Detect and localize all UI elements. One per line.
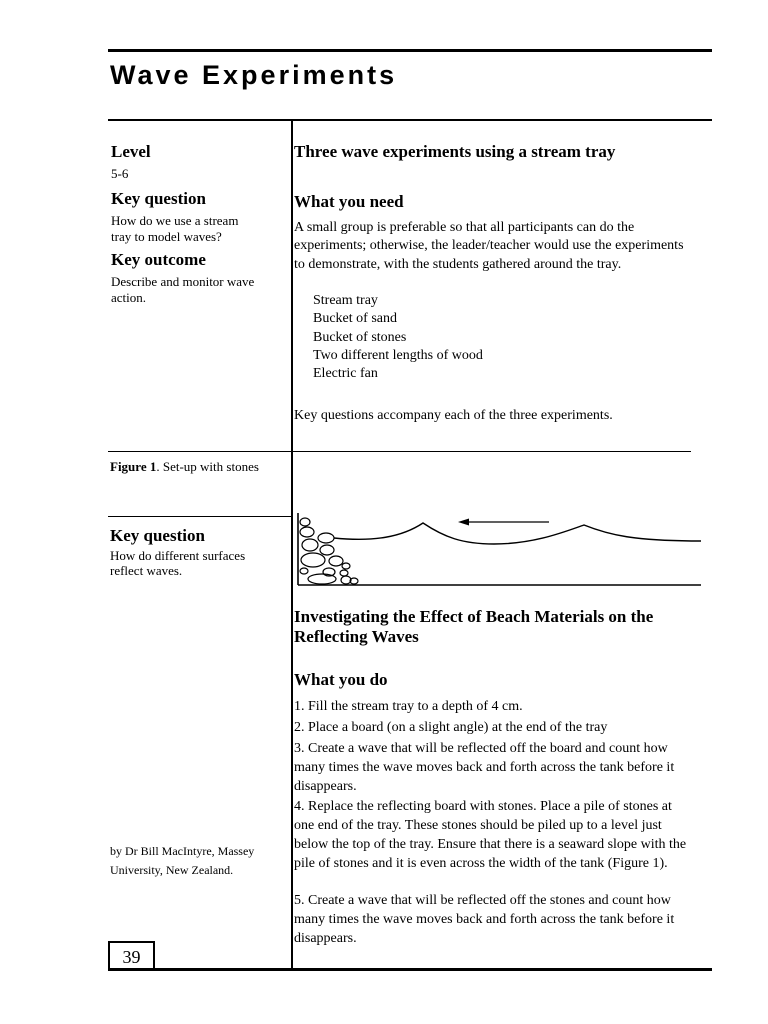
do-heading: What you do	[294, 670, 388, 689]
author-line-1: by Dr Bill MacIntyre, Massey	[110, 844, 255, 858]
key-outcome-heading: Key outcome	[111, 250, 206, 269]
stone	[302, 539, 318, 551]
needs-list	[294, 292, 694, 383]
step-2: 2. Place a board (on a slight angle) at the end of the tray	[294, 720, 608, 735]
key-outcome-text: Describe and monitor wave action.	[111, 274, 255, 305]
figure-1-diagram	[294, 505, 706, 590]
stone	[318, 533, 334, 543]
figure-caption	[110, 458, 260, 475]
key-question-text: How do we use a stream tray to model waves?	[111, 213, 239, 244]
author-line-2: University, New Zealand.	[110, 863, 234, 877]
stone	[340, 570, 348, 576]
step-4: 4. Replace the reflecting board with stones. Place a pile of stones at one end of the tray. These stones should be piled up to a level just below the top of the tray. Ensure that there is a seaward slope with the pile of stones and it is even across the width of the tank (Figure 1).	[294, 799, 687, 871]
stone	[341, 576, 351, 584]
list-item: Bucket of stones	[313, 329, 407, 345]
stone-pile	[300, 518, 358, 584]
figure-caption-text: . Set-up with stones	[156, 459, 259, 474]
key-question2-text: How do different surfaces reflect waves.	[110, 548, 246, 578]
need-paragraph: A small group is preferable so that all participants can do the experiments; otherwise, the leader/teacher would use the experiments to demonstrate, with the students gathered around the tray.	[294, 220, 684, 272]
stone	[329, 556, 343, 566]
bottom-rule	[108, 968, 712, 971]
stone	[300, 527, 314, 537]
list-item: Bucket of sand	[313, 311, 397, 327]
left-divider-1	[108, 451, 291, 452]
need-heading: What you need	[294, 192, 404, 211]
level-heading: Level	[111, 142, 151, 161]
intro-heading: Three wave experiments using a stream tray	[294, 142, 616, 161]
title-bottom-rule	[108, 119, 712, 121]
key-question-heading: Key question	[111, 189, 206, 208]
level-value: 5-6	[111, 166, 129, 181]
key-questions-note: Key questions accompany each of the three experiments.	[294, 408, 613, 423]
key-question2-heading: Key question	[110, 526, 205, 545]
left-divider-2	[108, 516, 291, 517]
right-divider-1	[293, 451, 691, 452]
page-title: Wave Experiments	[110, 60, 398, 90]
step-1: 1. Fill the stream tray to a depth of 4 cm.	[294, 699, 523, 714]
column-divider	[291, 121, 293, 971]
list-item: Electric fan	[313, 366, 378, 382]
stone	[320, 545, 334, 555]
water-surface-wave	[334, 523, 701, 544]
figure-label: Figure 1	[110, 459, 157, 474]
investigation-heading: Investigating the Effect of Beach Materials on the Reflecting Waves	[294, 607, 654, 646]
stone	[342, 563, 350, 569]
step-5: 5. Create a wave that will be reflected off the stones and count how many times the wave moves back and forth across the tank before it disappears.	[294, 893, 675, 946]
list-item: Two different lengths of wood	[313, 347, 483, 363]
top-rule	[108, 49, 712, 52]
stone	[301, 553, 325, 567]
stone	[300, 568, 308, 574]
page-number-box	[108, 941, 155, 969]
stone	[300, 518, 310, 526]
list-item: Stream tray	[313, 293, 378, 308]
arrow-head	[458, 519, 469, 526]
page-number: 39	[122, 947, 141, 967]
step-3: 3. Create a wave that will be reflected off the board and count how many times the wave moves back and forth across the tank before it disappears.	[294, 741, 675, 794]
stone	[308, 574, 336, 584]
